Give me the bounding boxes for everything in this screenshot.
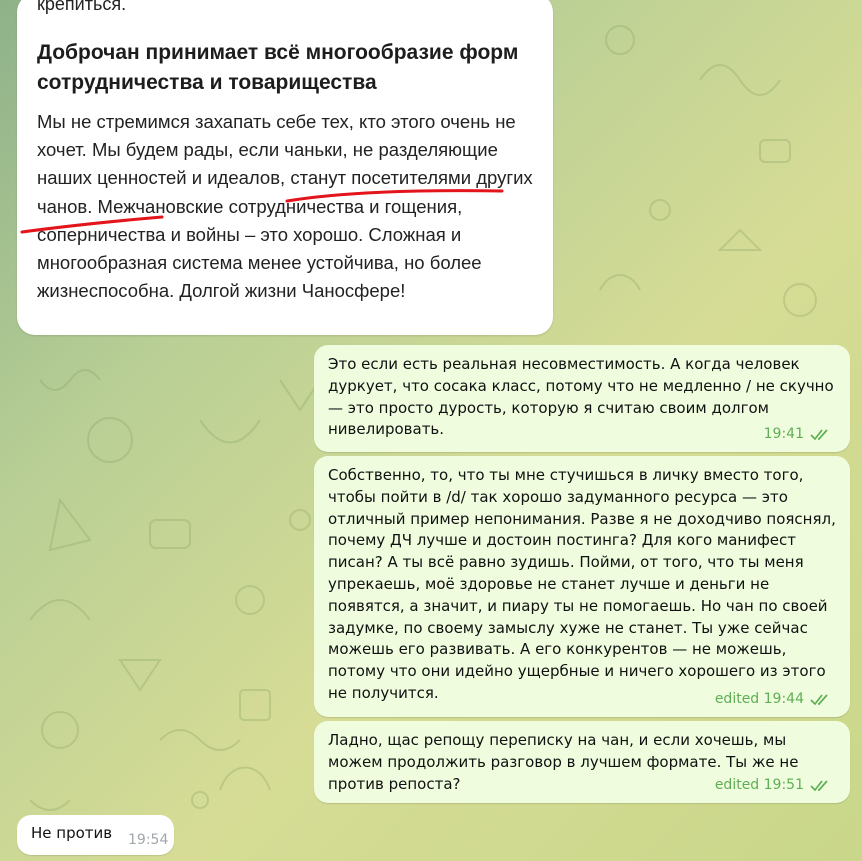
image-heading: Доброчан принимает всё многообразие форм сотрудничества и товарищества [37, 41, 519, 94]
message-meta [715, 775, 830, 797]
message-meta [715, 689, 830, 711]
message-time: 19:41 [763, 426, 804, 443]
image-clipped-text: крепиться. [37, 0, 127, 14]
double-check-icon [810, 780, 830, 792]
double-check-icon [810, 429, 830, 441]
image-message[interactable] [17, 0, 553, 335]
incoming-message[interactable] [17, 815, 174, 855]
message-time: 19:54 [128, 832, 169, 848]
outgoing-message[interactable] [314, 345, 850, 452]
message-text: Ладно, щас репощу переписку на чан, и если хочешь, мы можем продолжить разговор в лучшем формате. Ты же не против репоста? [328, 731, 799, 793]
message-meta [764, 424, 830, 446]
message-time: edited 19:44 [714, 691, 804, 708]
message-text: Не против [31, 824, 113, 842]
image-paragraph: Мы не стремимся захапать себе тех, кто этого очень не хочет. Мы будем рады, если чаньки, не разделяющие наших ценностей и идеалов, станут посетителями других чанов. Межчановские сотрудничества и гощения, соперничества и войны – это хорошо. Сложная и многообразная система менее устойчива, но более жизнеспособна. Долгой жизни Чаносфере! [37, 111, 533, 302]
outgoing-message[interactable] [314, 721, 850, 803]
message-text: Собственно, то, что ты мне стучишься в личку вместо того, чтобы пойти в /d/ так хорошо задуманного ресурса — это отличный пример непонимания. Разве я не доходчиво пояснял, почему ДЧ лучше и достоин постинга? Для кого манифест писан? А ты всё равно зудишь. Пойми, от того, что ты меня упрекаешь, моё здоровье не станет лучше и деньги не появятся, а значит, и пиару ты не помогаешь. Но чан по своей задумке, по своему замыслу хуже не станет. Ты уже сейчас можешь его развивать. А его конкурентов — не можешь, потому что они идейно ущербные и ничего хорошего из этого не получится. [328, 466, 836, 702]
double-check-icon [810, 694, 830, 706]
outgoing-message[interactable] [314, 456, 850, 717]
message-time: edited 19:51 [714, 777, 804, 794]
message-text: Это если есть реальная несовместимость. А когда человек дуркует, что сосака класс, потому что не медленно / не скучно — это просто дурость, которую я считаю своим долгом нивелировать. [328, 355, 834, 439]
